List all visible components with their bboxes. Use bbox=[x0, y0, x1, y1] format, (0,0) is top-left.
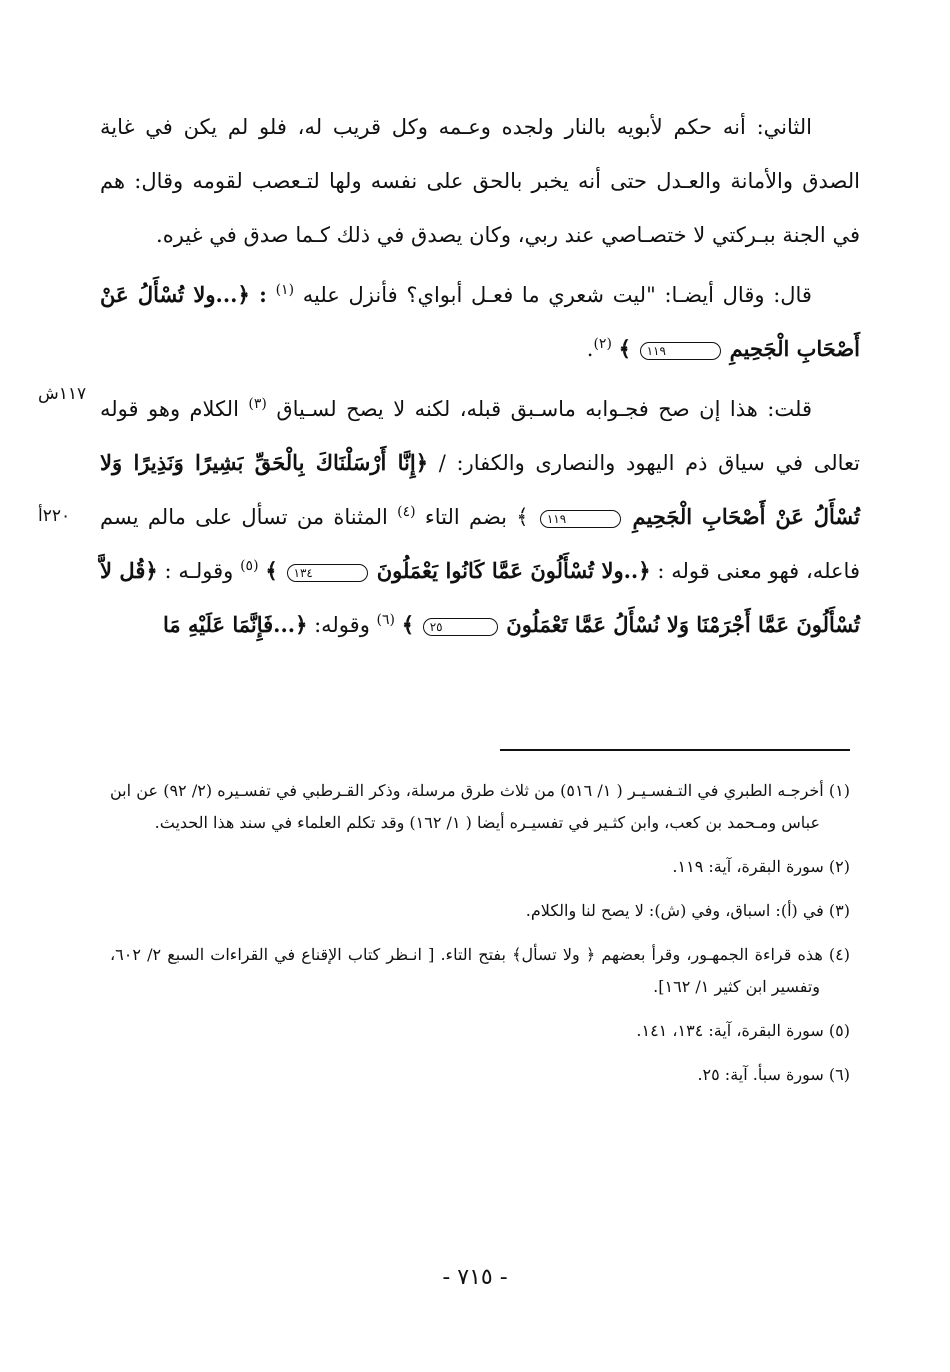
paragraph-3-text-h: وقوله: bbox=[314, 613, 370, 637]
paragraph-3-text-c: ﴾ بضم التاء bbox=[424, 505, 529, 529]
ayah-number: ١٣٤ bbox=[287, 564, 368, 582]
footnote-ref-2: (٢) bbox=[593, 336, 612, 352]
paragraph-1-text: الثاني: أنه حكم لأبويه بالنار ولجده وعـمه وكل قريب له، فلو لم يكن في غاية الصدق والأمانة والعـدل حتى أنه يخبر بالحق على نفسه ولها لتـعصب لقومه وقال: هم في الجنة ببـركتي لا ختصـاصي عند ربي، وكان يصدق في ذلك كـما صدق في غيره. bbox=[100, 115, 860, 247]
paragraph-3-text-d: المثناة من تسأل على مالم يسم فاعله، فهو معنى قوله : bbox=[100, 505, 860, 583]
paragraph-3-text-b: الكلام وهو قوله تعالى في سياق ذم اليهود والنصارى والكفار: / bbox=[100, 397, 860, 475]
quran-bracket: ﴾ bbox=[265, 558, 278, 583]
footnote-6: (٦) سورة سبأ. آية: ٢٥. bbox=[697, 1065, 850, 1084]
footnote-1: (١) أخرجـه الطبري في التـفسـيـر ( ١/ ٥١٦) من ثلاث طرق مرسلة، وذكر القـرطبي في تفسـيره (٢/ ٩٢) عن ابن عباس ومـحمد بن كعب، وابن كثـير في تفسيـره أيضا ( ١/ ١٦٢) وقد تكلم العلماء في سند هذا الحديث. bbox=[110, 781, 851, 832]
quran-verse: ﴿..ولا تُسْأَلُونَ عَمَّا كَانُوا يَعْمَلُونَ bbox=[376, 558, 651, 583]
period: . bbox=[586, 337, 594, 361]
quran-bracket: ﴾ bbox=[618, 336, 631, 361]
ayah-number: ١١٩ bbox=[640, 342, 721, 360]
page-number: - ٧١٥ - bbox=[442, 1265, 508, 1290]
quran-verse: ﴿...فَإِنَّمَا عَلَيْهِ مَا bbox=[162, 612, 308, 637]
ayah-number: ٢٥ bbox=[423, 618, 498, 636]
footnote-ref-1: (١) bbox=[275, 282, 295, 298]
paragraph-2 bbox=[100, 268, 860, 376]
footnote-ref-6: (٦) bbox=[376, 612, 395, 628]
paragraph-3-text-f: وقولـه : bbox=[164, 559, 234, 583]
footnote-2: (٢) سورة البقرة، آية: ١١٩. bbox=[672, 857, 850, 876]
quran-verse: : ﴿...ولا تُسْأَلُ عَنْ أَصْحَابِ الْجَحِيمِ bbox=[100, 282, 860, 361]
paragraph-3-text: قلت: هذا إن صح فجـوابه ماسـبق قبله، لكنه لا يصح لسـياق bbox=[276, 397, 812, 421]
footnote-4: (٤) هذه قراءة الجمهـور، وقرأ بعضهم ﴿ ولا تسأل﴾ بفتح التاء. [ انـظر كتاب الإقناع في القراءات السبع ٢/ ٦٠٢، وتفسير ابن كثير ١/ ١٦٢]. bbox=[110, 945, 850, 996]
margin-note-manuscript-sh: ١١٧ش bbox=[38, 384, 87, 404]
footnote-ref-3: (٣) bbox=[248, 396, 267, 412]
main-text bbox=[100, 100, 860, 652]
quran-verse: ﴿إِنَّا أَرْسَلْنَاكَ بِالْحَقِّ بَشِيرًا وَنَذِيرًا وَلا تُسْأَلُ عَنْ أَصْحَابِ الْجَحِيمِ bbox=[100, 450, 860, 529]
margin-note-manuscript-a: ٢٢٠أ bbox=[38, 506, 71, 526]
footnote-3: (٣) في (أ): اسباق، وفي (ش): لا يصح لنا والكلام. bbox=[525, 901, 850, 920]
footnotes bbox=[110, 775, 850, 1103]
quran-bracket: ﴾ bbox=[401, 612, 414, 637]
footnote-ref-5: (٥) bbox=[240, 558, 259, 574]
paragraph-3 bbox=[100, 382, 860, 652]
footnote-divider bbox=[500, 749, 850, 751]
paragraph-2-text: قال: وقال أيضـا: "ليت شعري ما فعـل أبواي؟ فأنزل عليه bbox=[302, 283, 812, 307]
ayah-number: ١١٩ bbox=[540, 510, 621, 528]
footnote-ref-4: (٤) bbox=[397, 504, 416, 520]
footnote-5: (٥) سورة البقرة، آية: ١٣٤، ١٤١. bbox=[636, 1021, 850, 1040]
paragraph-1 bbox=[100, 100, 860, 262]
quran-verse: ﴿قُل لاَّ تُسْأَلُونَ عَمَّا أَجْرَمْنَا وَلا نُسْأَلُ عَمَّا تَعْمَلُونَ bbox=[100, 558, 860, 637]
